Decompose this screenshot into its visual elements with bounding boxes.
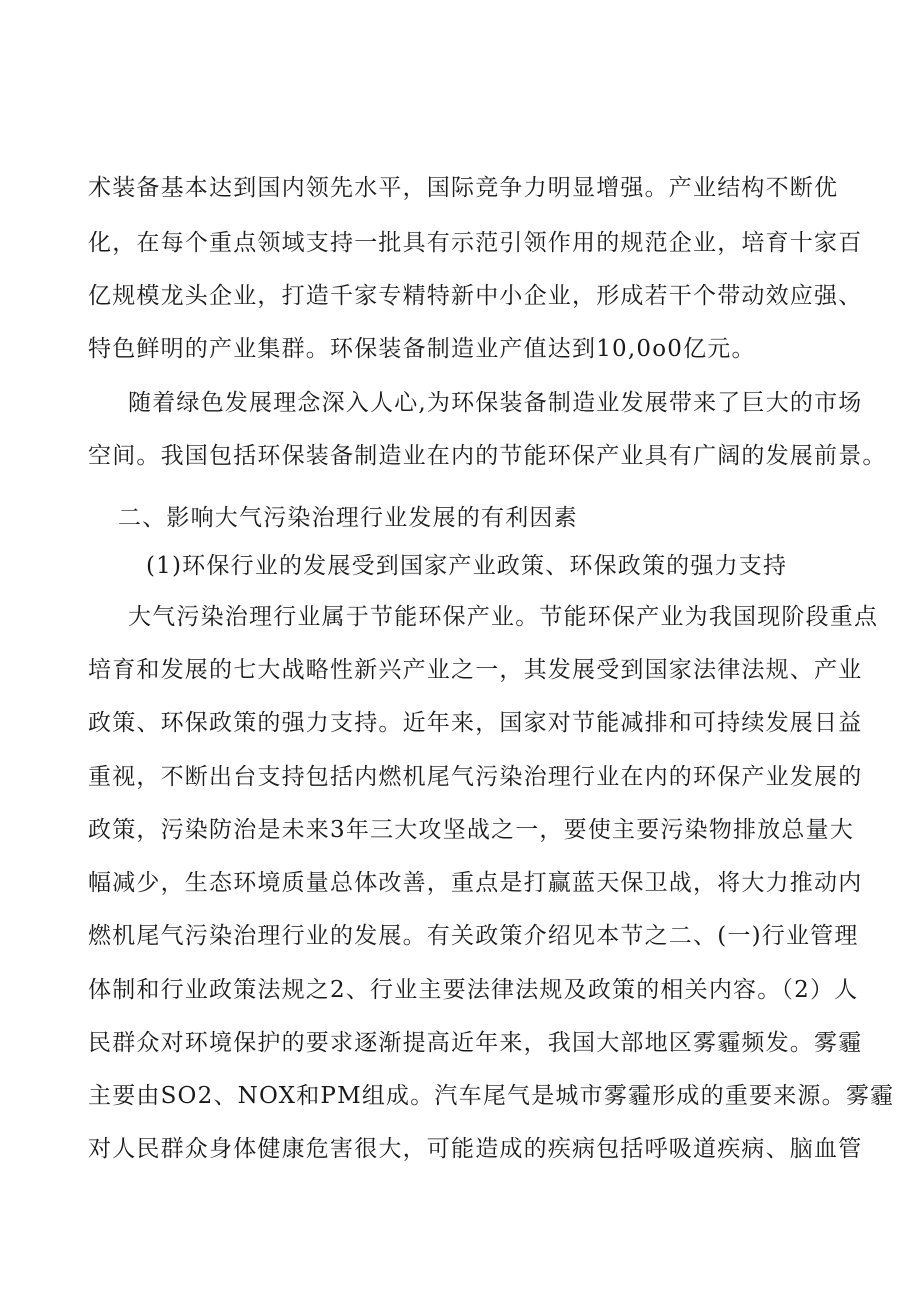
paragraph-line-14: 幅减少，生态环境质量总体改善，重点是打赢蓝天保卫战，将大力推动内	[88, 870, 863, 896]
paragraph-line-6: 空间。我国包括环保装备制造业在内的节能环保产业具有广阔的发展前景。	[88, 443, 887, 469]
paragraph-line-1: 术装备基本达到国内领先水平，国际竞争力明显增强。产业结构不断优	[88, 175, 839, 201]
subsection-heading: (1)环保行业的发展受到国家产业政策、环保政策的强力支持	[146, 553, 788, 579]
paragraph-line-18: 主要由SO2、NOX和PM组成。汽车尾气是城市雾霾形成的重要来源。雾霾	[88, 1083, 895, 1109]
paragraph-line-15: 燃机尾气污染治理行业的发展。有关政策介绍见本节之二、(一)行业管理	[88, 923, 859, 949]
section-heading: 二、影响大气污染治理行业发展的有利因素	[118, 505, 578, 531]
paragraph-line-13: 政策，污染防治是未来3年三大攻坚战之一，要使主要污染物排放总量大	[88, 817, 855, 843]
paragraph-line-17: 民群众对环境保护的要求逐渐提高近年来，我国大部地区雾霾频发。雾霾	[88, 1030, 863, 1056]
paragraph-line-3: 亿规模龙头企业，打造千家专精特新中小企业，形成若干个带动效应强、	[88, 283, 863, 309]
paragraph-line-19: 对人民群众身体健康危害很大，可能造成的疾病包括呼吸道疾病、脑血管	[88, 1136, 863, 1162]
paragraph-line-9: 大气污染治理行业属于节能环保产业。节能环保产业为我国现阶段重点	[128, 604, 879, 630]
paragraph-line-4: 特色鲜明的产业集群。环保装备制造业产值达到10,0o0亿元。	[88, 336, 756, 362]
paragraph-line-5: 随着绿色发展理念深入人心,为环保装备制造业发展带来了巨大的市场	[128, 390, 863, 416]
paragraph-line-16: 体制和行业政策法规之2、行业主要法律法规及政策的相关内容。（2）人	[88, 977, 859, 1003]
paragraph-line-10: 培育和发展的七大战略性新兴产业之一，其发展受到国家法律法规、产业	[88, 657, 863, 683]
paragraph-line-2: 化，在每个重点领域支持一批具有示范引领作用的规范企业，培育十家百	[88, 230, 863, 256]
paragraph-line-11: 政策、环保政策的强力支持。近年来，国家对节能减排和可持续发展日益	[88, 710, 863, 736]
paragraph-line-12: 重视，不断出台支持包括内燃机尾气污染治理行业在内的环保产业发展的	[88, 764, 863, 790]
